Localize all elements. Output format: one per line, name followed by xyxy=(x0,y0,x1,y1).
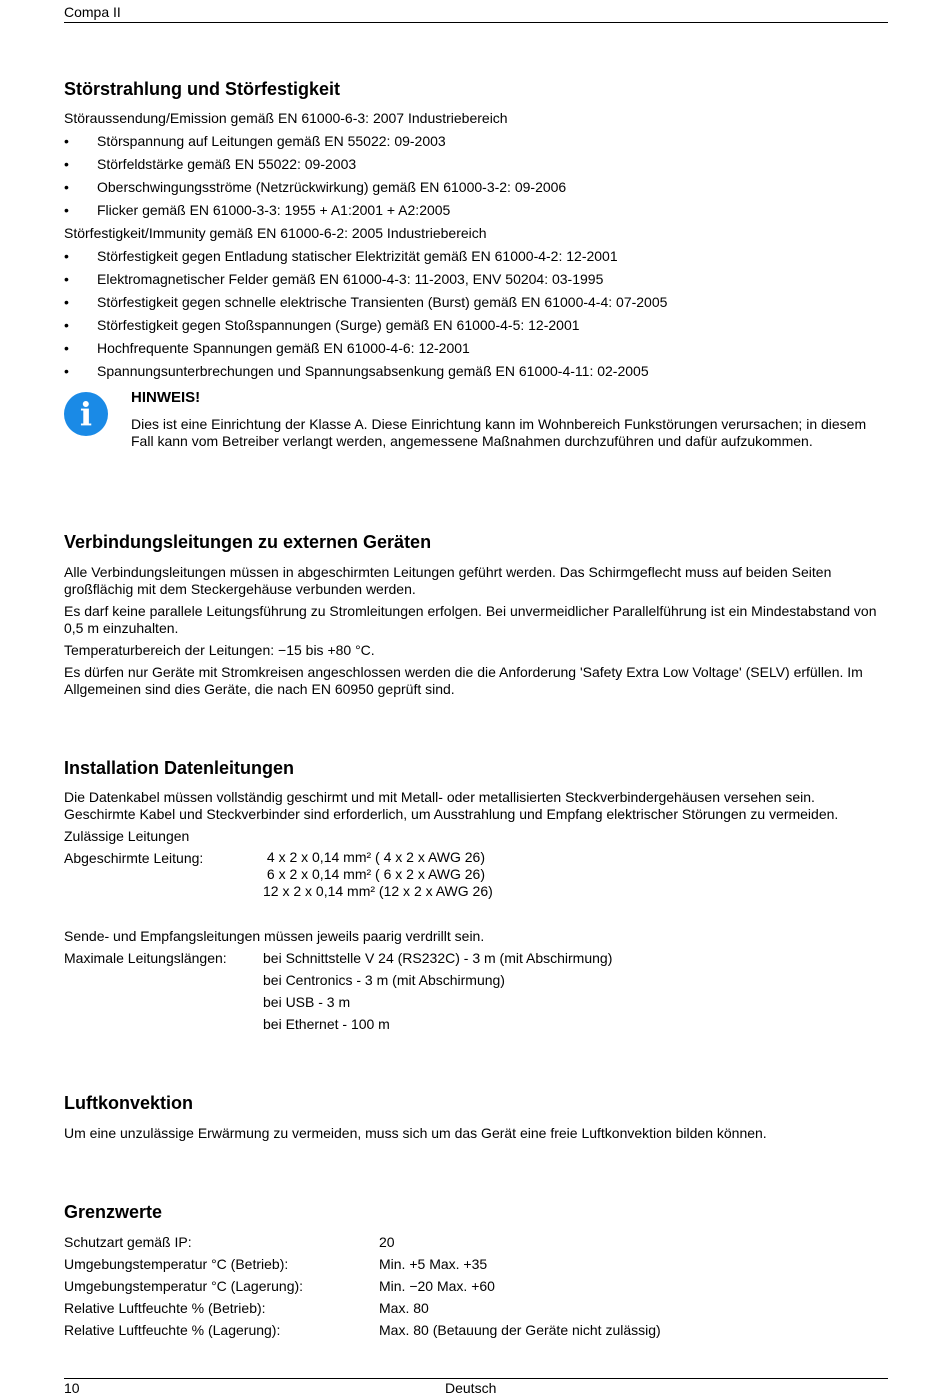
section-title-convection: Luftkonvektion xyxy=(64,1093,193,1113)
cable-spec: 4 x 2 x 0,14 mm² ( 4 x 2 x AWG 26) xyxy=(263,849,485,865)
page-header xyxy=(64,4,888,23)
cable-spec: 6 x 2 x 0,14 mm² ( 6 x 2 x AWG 26) xyxy=(263,866,485,882)
convection-text: Um eine unzulässige Erwärmung zu vermeiden, muss sich um das Gerät eine freie Luftkonvektion bilden können. xyxy=(64,1125,767,1141)
max-length-label: Maximale Leitungslängen: xyxy=(64,950,227,966)
list-item-text: Störfeldstärke gemäß EN 55022: 09-2003 xyxy=(97,156,357,172)
shielded-cable-label: Abgeschirmte Leitung: xyxy=(64,850,204,866)
bullet: • xyxy=(64,179,69,195)
limit-value: Max. 80 (Betauung der Geräte nicht zulässig) xyxy=(379,1322,661,1338)
limit-label: Schutzart gemäß IP: xyxy=(64,1234,192,1250)
immunity-intro: Störfestigkeit/Immunity gemäß EN 61000-6-2: 2005 Industriebereich xyxy=(64,225,487,241)
info-icon xyxy=(64,392,108,436)
limit-label: Umgebungstemperatur °C (Lagerung): xyxy=(64,1278,304,1294)
list-item-text: Störspannung auf Leitungen gemäß EN 55022: 09-2003 xyxy=(97,133,446,149)
list-item-text: Flicker gemäß EN 61000-3-3: 1955 + A1:2001 + A2:2005 xyxy=(97,202,451,218)
section-title-data-cables: Installation Datenleitungen xyxy=(64,758,295,778)
note-text: Dies ist eine Einrichtung der Klasse A. Diese Einrichtung kann im Wohnbereich Funkstörungen verursachen; in diesem Fall kann vom Betreiber verlangt werden, angemessene Maßnahmen durchzuführen und dafür aufzukommen. xyxy=(131,416,867,449)
emission-intro: Störaussendung/Emission gemäß EN 61000-6-3: 2007 Industriebereich xyxy=(64,110,508,126)
list-item-text: Elektromagnetischer Felder gemäß EN 61000-4-3: 11-2003, ENV 50204: 03-1995 xyxy=(97,271,604,287)
connections-paragraph: Es dürfen nur Geräte mit Stromkreisen angeschlossen werden die die Anforderung 'Safety Extra Low Voltage' (SELV) erfüllen. Im Allgemeinen sind dies Geräte, die nach EN 60950 geprüft sind. xyxy=(64,664,863,697)
footer-language: Deutsch xyxy=(445,1380,497,1396)
allowed-cables-label: Zulässige Leitungen xyxy=(64,828,190,844)
bullet: • xyxy=(64,248,69,264)
list-item-text: Störfestigkeit gegen schnelle elektrische Transienten (Burst) gemäß EN 61000-4-4: 07-2005 xyxy=(97,294,668,310)
limit-label: Relative Luftfeuchte % (Betrieb): xyxy=(64,1300,266,1316)
max-length-item: bei USB - 3 m xyxy=(263,994,351,1010)
limit-value: Min. +5 Max. +35 xyxy=(379,1256,488,1272)
bullet: • xyxy=(64,156,69,172)
limit-value: Max. 80 xyxy=(379,1300,429,1316)
bullet: • xyxy=(64,317,69,333)
bullet: • xyxy=(64,133,69,149)
list-item-text: Störfestigkeit gegen Stoßspannungen (Surge) gemäß EN 61000-4-5: 12-2001 xyxy=(97,317,580,333)
list-item-text: Störfestigkeit gegen Entladung statischer Elektrizität gemäß EN 61000-4-2: 12-2001 xyxy=(97,248,618,264)
bullet: • xyxy=(64,202,69,218)
list-item-text: Spannungsunterbrechungen und Spannungsabsenkung gemäß EN 61000-4-11: 02-2005 xyxy=(97,363,649,379)
max-length-item: bei Ethernet - 100 m xyxy=(263,1016,390,1032)
info-icon-glyph: i xyxy=(79,395,93,433)
section-title-limits: Grenzwerte xyxy=(64,1202,163,1222)
page-footer xyxy=(64,1378,888,1397)
data-cables-intro: Die Datenkabel müssen vollständig geschirmt und mit Metall- oder metallisierten Steckverbindergehäusen versehen sein. Geschirmte Kabel und Steckverbinder sind erforderlich, um Ausstrahlung und Empfang elektrischer Störungen zu vermeiden. xyxy=(64,789,839,822)
list-item-text: Hochfrequente Spannungen gemäß EN 61000-4-6: 12-2001 xyxy=(97,340,470,356)
limit-value: Min. −20 Max. +60 xyxy=(379,1278,495,1294)
max-length-item: bei Schnittstelle V 24 (RS232C) - 3 m (mit Abschirmung) xyxy=(263,950,613,966)
connections-paragraph: Es darf keine parallele Leitungsführung zu Stromleitungen erfolgen. Bei unvermeidlicher Parallelführung ist ein Mindestabstand von 0,5 m einzuhalten. xyxy=(64,603,877,636)
connections-paragraph: Temperaturbereich der Leitungen: −15 bis +80 °C. xyxy=(64,642,375,658)
bullet: • xyxy=(64,271,69,287)
page-number: 10 xyxy=(64,1380,80,1396)
note-title: HINWEIS! xyxy=(131,389,201,406)
connections-paragraph: Alle Verbindungsleitungen müssen in abgeschirmten Leitungen geführt werden. Das Schirmgeflecht muss auf beiden Seiten großflächig mit dem Steckergehäuse verbunden werden. xyxy=(64,564,832,597)
shielded-cable-values xyxy=(263,849,493,900)
limit-value: 20 xyxy=(379,1234,395,1250)
bullet: • xyxy=(64,340,69,356)
section-title-emission: Störstrahlung und Störfestigkeit xyxy=(64,79,341,99)
max-length-item: bei Centronics - 3 m (mit Abschirmung) xyxy=(263,972,505,988)
twisted-pair-note: Sende- und Empfangsleitungen müssen jeweils paarig verdrillt sein. xyxy=(64,928,485,944)
bullet: • xyxy=(64,294,69,310)
header-title: Compa II xyxy=(64,4,121,20)
list-item-text: Oberschwingungsströme (Netzrückwirkung) gemäß EN 61000-3-2: 09-2006 xyxy=(97,179,567,195)
cable-spec: 12 x 2 x 0,14 mm² (12 x 2 x AWG 26) xyxy=(263,883,493,899)
section-title-connections: Verbindungsleitungen zu externen Geräten xyxy=(64,532,432,552)
bullet: • xyxy=(64,363,69,379)
limit-label: Umgebungstemperatur °C (Betrieb): xyxy=(64,1256,289,1272)
limit-label: Relative Luftfeuchte % (Lagerung): xyxy=(64,1322,281,1338)
